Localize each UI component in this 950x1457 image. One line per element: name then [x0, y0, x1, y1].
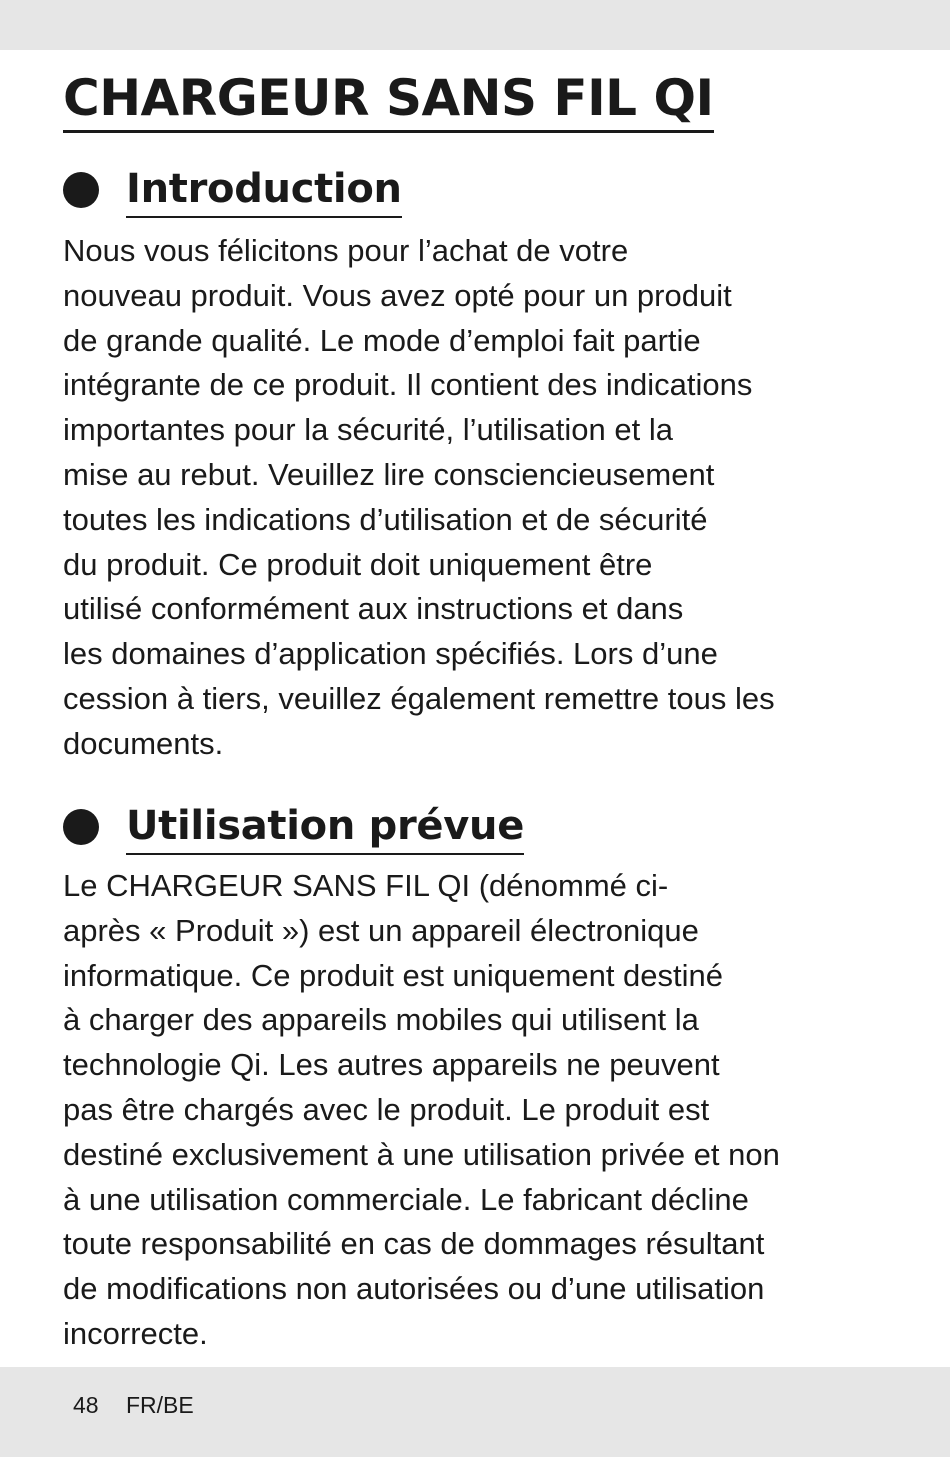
- paragraph-line: toutes les indications d’utilisation et de sécurité: [63, 501, 708, 537]
- paragraph-line: toute responsabilité en cas de dommages résultant: [63, 1226, 765, 1262]
- utilisation-prevue-paragraph: [63, 864, 780, 1357]
- paragraph-line: informatique. Ce produit est uniquement destiné: [63, 957, 724, 993]
- paragraph-line: à une utilisation commerciale. Le fabricant décline: [63, 1181, 749, 1217]
- paragraph-line: cession à tiers, veuillez également remettre tous les: [63, 680, 775, 716]
- page-number: 48: [73, 1392, 99, 1418]
- paragraph-line: Nous vous félicitons pour l’achat de votre: [63, 233, 629, 268]
- paragraph-line: incorrecte.: [63, 1315, 208, 1351]
- section-heading-text: Introduction: [126, 162, 402, 218]
- paragraph-line: du produit. Ce produit doit uniquement être: [63, 546, 653, 582]
- paragraph-line: destiné exclusivement à une utilisation privée et non: [63, 1136, 780, 1172]
- paragraph-line: les domaines d’application spécifiés. Lors d’une: [63, 636, 718, 672]
- paragraph-line: nouveau produit. Vous avez opté pour un produit: [63, 277, 732, 313]
- introduction-paragraph: [63, 229, 775, 767]
- bullet-icon: [63, 809, 99, 845]
- paragraph-line: pas être chargés avec le produit. Le produit est: [63, 1091, 710, 1127]
- paragraph-line: documents.: [63, 725, 224, 761]
- paragraph-line: utilisé conformément aux instructions et dans: [63, 591, 684, 627]
- section-heading-utilisation-prevue: [63, 799, 524, 855]
- paragraph-line: intégrante de ce produit. Il contient des indications: [63, 367, 753, 403]
- bullet-icon: [63, 172, 99, 208]
- paragraph-line: mise au rebut. Veuillez lire consciencieusement: [63, 456, 715, 492]
- section-heading-introduction: [63, 162, 402, 218]
- section-heading-text: Utilisation prévue: [126, 799, 524, 855]
- page-title: CHARGEUR SANS FIL QI: [63, 66, 714, 133]
- paragraph-line: de modifications non autorisées ou d’une utilisation: [63, 1271, 765, 1307]
- paragraph-line: technologie Qi. Les autres appareils ne peuvent: [63, 1047, 720, 1083]
- top-margin-band: [0, 0, 950, 50]
- paragraph-line: après « Produit ») est un appareil électronique: [63, 912, 699, 948]
- language-code: FR/BE: [126, 1392, 194, 1418]
- paragraph-line: de grande qualité. Le mode d’emploi fait partie: [63, 322, 701, 358]
- paragraph-line: Le CHARGEUR SANS FIL QI (dénommé ci-: [63, 868, 669, 903]
- paragraph-line: importantes pour la sécurité, l’utilisation et la: [63, 412, 673, 448]
- paragraph-line: à charger des appareils mobiles qui utilisent la: [63, 1002, 699, 1038]
